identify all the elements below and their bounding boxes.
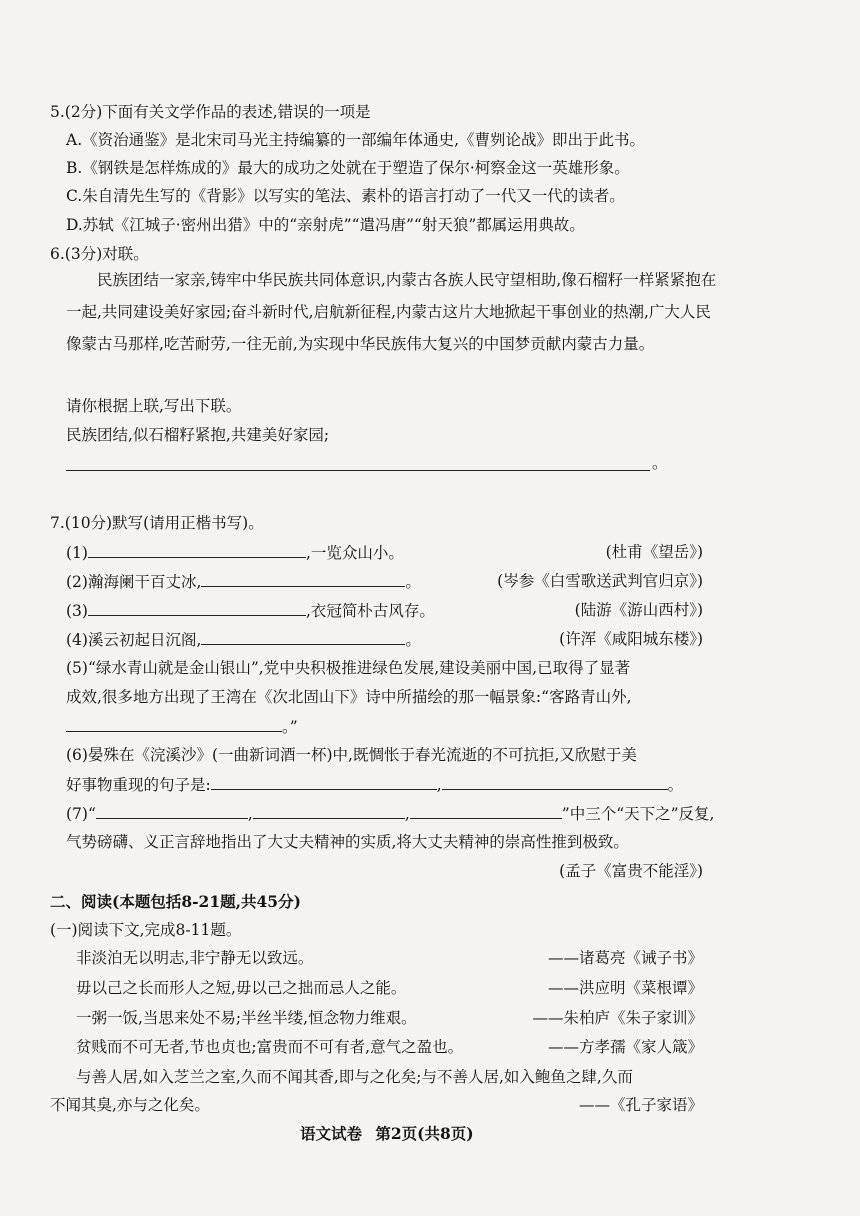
quote-4: 贫贱而不可无者,节也贞也;富贵而不可有者,意气之盈也。 (76, 1038, 464, 1056)
question-7-item-2 (66, 570, 421, 593)
question-5-option-c: C.朱自清先生写的《背影》以写实的笔法、素朴的语言打动了一代又一代的读者。 (66, 187, 625, 205)
item-text: ”中三个“天下之”反复, (561, 805, 715, 823)
answer-blank[interactable] (88, 541, 306, 558)
section-2-heading: 二、阅读(本题包括8-21题,共45分) (50, 892, 301, 911)
item-text: , (436, 776, 442, 794)
source-3: (陆游《游山西村》) (574, 601, 703, 619)
answer-blank[interactable] (442, 773, 668, 790)
question-7-stem: 7.(10分)默写(请用正楷书写)。 (50, 514, 264, 532)
item-text: 瀚海阑干百丈冰, (87, 573, 202, 591)
item-number: (2) (66, 573, 88, 591)
item-text: ,衣冠简朴古风存。 (305, 602, 435, 620)
answer-blank[interactable] (211, 773, 437, 790)
question-6-upper-couplet: 民族团结,似石榴籽紧抱,共建美好家园; (66, 426, 330, 444)
item-text: 溪云初起日沉阁, (87, 631, 202, 649)
quote-5-line-2: 不闻其臭,亦与之化矣。 (50, 1096, 210, 1114)
item-number: (7)“ (66, 805, 96, 823)
item-text: , (247, 805, 253, 823)
source-1: (杜甫《望岳》) (605, 543, 703, 561)
question-7-item-1 (66, 541, 404, 564)
item-text: 。 (667, 776, 684, 794)
quote-3-source: ——朱柏庐《朱子家训》 (532, 1009, 703, 1027)
item-text: ,一览众山小。 (305, 544, 404, 562)
answer-blank[interactable] (201, 570, 405, 587)
quote-5-source: ——《孔子家语》 (578, 1096, 703, 1114)
quote-2: 毋以己之长而形人之短,毋以己之拙而忌人之能。 (76, 979, 407, 997)
question-6-stem: 6.(3分)对联。 (50, 245, 149, 263)
couplet-end-mark: 。 (652, 454, 668, 472)
answer-blank[interactable] (410, 802, 562, 819)
item-text: 。 (405, 573, 421, 591)
question-7-item-6-line-2 (66, 773, 683, 796)
quote-3: 一粥一饭,当思来处不易;半丝半缕,恒念物力维艰。 (76, 1009, 417, 1027)
question-7-item-3 (66, 599, 435, 622)
item-text: 好事物重现的句子是: (66, 776, 211, 794)
question-6-instruction: 请你根据上联,写出下联。 (66, 397, 242, 415)
quote-5-line-1: 与善人居,如入芝兰之室,久而不闻其香,即与之化矣;与不善人居,如入鲍鱼之肆,久而 (76, 1068, 633, 1086)
answer-blank[interactable] (88, 599, 306, 616)
item-number: (1) (66, 544, 88, 562)
answer-blank[interactable] (201, 628, 405, 645)
question-7-item-5-line-2: 成效,很多地方出现了王湾在《次北固山下》诗中所描绘的那一幅景象:“客路青山外, (66, 688, 632, 706)
section-2-subheading: (一)阅读下文,完成8-11题。 (50, 921, 242, 939)
question-7-item-6-line-1: (6)晏殊在《浣溪沙》(一曲新词酒一杯)中,既惆怅于春光流逝的不可抗拒,又欣慰于美 (66, 746, 637, 764)
item-text: 。” (282, 718, 298, 736)
question-7-item-4 (66, 628, 421, 651)
question-7-item-7-line-2: 气势磅礴、义正言辞地指出了大丈夫精神的实质,将大丈夫精神的崇高性推到极致。 (66, 833, 629, 851)
item-text: 。 (405, 631, 421, 649)
answer-line-couplet[interactable] (66, 470, 650, 471)
quote-1-source: ——诸葛亮《诫子书》 (547, 949, 703, 967)
quote-4-source: ——方孝孺《家人箴》 (547, 1038, 703, 1056)
item-number: (3) (66, 602, 88, 620)
question-7-item-5-line-3 (66, 715, 298, 738)
source-2: (岑参《白雪歌送武判官归京》) (497, 572, 703, 590)
answer-blank[interactable] (253, 802, 405, 819)
item-text: , (404, 805, 410, 823)
question-5-option-d: D.苏轼《江城子·密州出猎》中的“亲射虎”“遣冯唐”“射天狼”都属运用典故。 (66, 216, 585, 234)
question-5-stem: 5.(2分)下面有关文学作品的表述,错误的一项是 (50, 103, 371, 121)
answer-blank[interactable] (66, 715, 282, 732)
question-5-option-a: A.《资治通鉴》是北宋司马光主持编纂的一部编年体通史,《曹刿论战》即出于此书。 (66, 131, 646, 149)
answer-blank[interactable] (96, 802, 248, 819)
question-6-passage: 民族团结一家亲,铸牢中华民族共同体意识,内蒙古各族人民守望相助,像石榴籽一样紧紧抱在一起,共同建设美好家园;奋斗新时代,启航新征程,内蒙古这片大地掀起干事创业的热潮,广大人民像蒙古马那样,吃苦耐劳,一往无前,为实现中华民族伟大复兴的中国梦贡献内蒙古力量。 (66, 271, 717, 353)
page-footer: 语文试卷 第2页(共8页) (300, 1124, 474, 1143)
source-7: (孟子《富贵不能淫》) (559, 862, 703, 880)
source-4: (许浑《咸阳城东楼》) (559, 630, 703, 648)
question-7-item-5-line-1: (5)“绿水青山就是金山银山”,党中央积极推进绿色发展,建设美丽中国,已取得了显著 (66, 659, 631, 677)
item-number: (4) (66, 631, 88, 649)
question-7-item-7-line-1 (66, 802, 714, 825)
quote-1: 非淡泊无以明志,非宁静无以致远。 (76, 949, 314, 967)
quote-2-source: ——洪应明《菜根谭》 (547, 979, 703, 997)
question-5-option-b: B.《钢铁是怎样炼成的》最大的成功之处就在于塑造了保尔·柯察金这一英雄形象。 (66, 159, 630, 177)
